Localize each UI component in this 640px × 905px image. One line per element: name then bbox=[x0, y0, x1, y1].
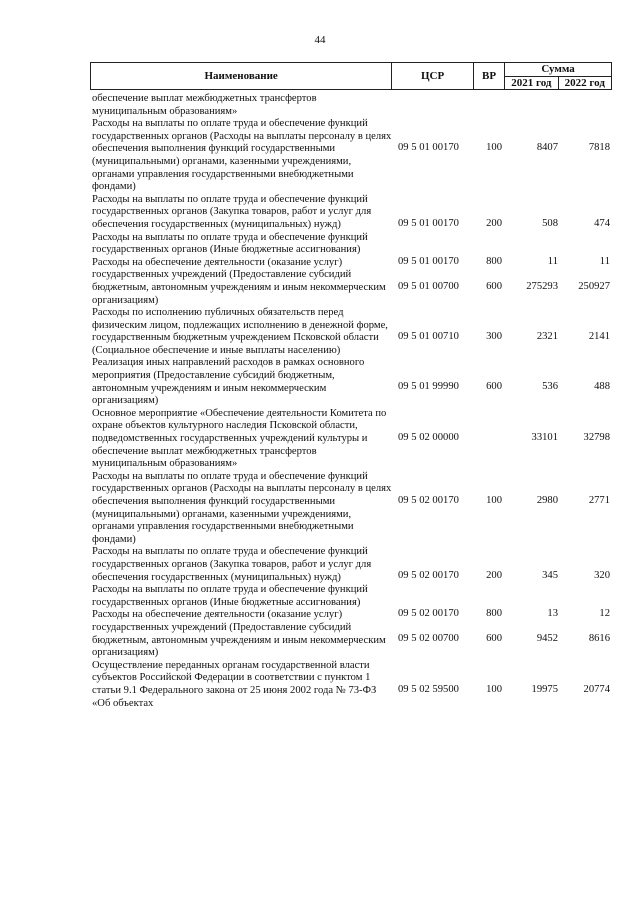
row-sum-2022: 250927 bbox=[578, 280, 610, 292]
row-csr: 09 5 01 00170 bbox=[398, 142, 459, 154]
row-vr: 100 bbox=[486, 494, 502, 506]
row-vr: 800 bbox=[486, 255, 502, 267]
table-row bbox=[92, 660, 612, 710]
row-name: Основное мероприятие «Обеспечение деятельности Комитета по охране объектов культурного наследия Псковской области, подведомственных государственных учреждений культуры и обеспечение выплат межбюджетных трансфертов муниципальным образованиям» bbox=[92, 407, 387, 470]
row-csr: 09 5 02 00700 bbox=[398, 633, 459, 645]
table-row bbox=[92, 257, 612, 307]
row-vr: 600 bbox=[486, 381, 502, 393]
row-csr: 09 5 01 00170 bbox=[398, 217, 459, 229]
row-csr: 09 5 01 00700 bbox=[398, 280, 459, 292]
row-vr: 800 bbox=[486, 608, 502, 620]
row-vr: 600 bbox=[486, 633, 502, 645]
row-sum-2022: 20774 bbox=[583, 683, 610, 695]
header-sum: Сумма bbox=[505, 63, 612, 77]
header-vr: ВР bbox=[473, 63, 504, 90]
row-vr: 100 bbox=[486, 142, 502, 154]
table-row bbox=[92, 471, 612, 547]
row-sum-2021: 13 bbox=[547, 608, 558, 620]
row-sum-2022: 11 bbox=[599, 255, 610, 267]
budget-rows bbox=[92, 93, 612, 710]
row-vr: 600 bbox=[486, 280, 502, 292]
row-csr: 09 5 02 00170 bbox=[398, 570, 459, 582]
row-csr: 09 5 01 99990 bbox=[398, 381, 459, 393]
row-csr: 09 5 01 00710 bbox=[398, 331, 459, 343]
row-name: Расходы на обеспечение деятельности (оказание услуг) государственных учреждений (Предоставление субсидий бюджетным, автономным учреждениям и иным некоммерческим организациям) bbox=[92, 256, 386, 306]
header-name: Наименование bbox=[91, 63, 392, 90]
row-name: Расходы на выплаты по оплате труда и обеспечение функций государственных органов (Расходы на выплаты персоналу в целях обеспечения выполнения функций государственными (муниципальными) органами, казенными учреждениями, органами управления государственными внебюджетными фондами) bbox=[92, 470, 392, 545]
row-vr: 200 bbox=[486, 217, 502, 229]
row-name: Расходы по исполнению публичных обязательств перед физическим лицом, подлежащих исполнению в денежной форме, государственным бюджетным учреждением Псковской области (Социальное обеспечение и иные выплаты населению) bbox=[92, 307, 388, 356]
row-sum-2021: 9452 bbox=[536, 633, 558, 645]
row-name: Расходы на обеспечение деятельности (оказание услуг) государственных учреждений (Предоставление субсидий бюджетным, автономным учреждениям и иным некоммерческим организациям) bbox=[92, 609, 386, 659]
row-name: Расходы на выплаты по оплате труда и обеспечение функций государственных органов (Закупка товаров, работ и услуг для обеспечения государственных (муниципальных) нужд) bbox=[92, 546, 372, 583]
row-sum-2021: 275293 bbox=[526, 280, 558, 292]
row-vr: 200 bbox=[486, 570, 502, 582]
row-sum-2021: 536 bbox=[542, 381, 558, 393]
row-name: Расходы на выплаты по оплате труда и обеспечение функций государственных органов (Иные бюджетные ассигнования) bbox=[92, 584, 368, 608]
table-row bbox=[92, 584, 612, 620]
row-sum-2022: 12 bbox=[599, 608, 610, 620]
header-csr: ЦСР bbox=[392, 63, 474, 90]
row-vr: 100 bbox=[486, 683, 502, 695]
table-row bbox=[92, 93, 612, 118]
table-row bbox=[92, 231, 612, 267]
table-row bbox=[92, 118, 612, 194]
table-row bbox=[92, 307, 612, 357]
row-csr: 09 5 02 59500 bbox=[398, 683, 459, 695]
row-sum-2021: 19975 bbox=[531, 683, 558, 695]
row-sum-2021: 508 bbox=[542, 217, 558, 229]
row-sum-2021: 2980 bbox=[536, 494, 558, 506]
row-sum-2022: 474 bbox=[594, 217, 610, 229]
row-name: Осуществление переданных органам государственной власти субъектов Российской Федерации в соответствии с пунктом 1 статьи 9.1 Федерального закона от 25 июня 2002 года № 73-ФЗ «Об объектах bbox=[92, 659, 377, 709]
row-sum-2022: 32798 bbox=[583, 431, 610, 443]
row-sum-2021: 33101 bbox=[531, 431, 558, 443]
row-sum-2021: 345 bbox=[542, 570, 558, 582]
row-csr: 09 5 01 00170 bbox=[398, 255, 459, 267]
table-row bbox=[92, 194, 612, 232]
row-csr: 09 5 02 00170 bbox=[398, 608, 459, 620]
row-name: Реализация иных направлений расходов в рамках основного мероприятия (Предоставление субсидий бюджетным, автономным учреждениям и иным некоммерческим организациям) bbox=[92, 357, 365, 407]
row-sum-2021: 8407 bbox=[536, 142, 558, 154]
table-header bbox=[90, 62, 612, 90]
row-vr: 300 bbox=[486, 331, 502, 343]
header-2022: 2022 год bbox=[558, 76, 611, 90]
row-sum-2022: 2141 bbox=[588, 331, 610, 343]
table-row bbox=[92, 357, 612, 407]
row-sum-2022: 488 bbox=[594, 381, 610, 393]
table-row bbox=[92, 609, 612, 659]
table-row bbox=[92, 408, 612, 471]
page-number: 44 bbox=[314, 34, 326, 46]
row-name: Расходы на выплаты по оплате труда и обеспечение функций государственных органов (Иные бюджетные ассигнования) bbox=[92, 231, 368, 256]
header-2021: 2021 год bbox=[505, 76, 558, 90]
row-name: Расходы на выплаты по оплате труда и обеспечение функций государственных органов (Закупка товаров, работ и услуг для обеспечения государственных (муниципальных) нужд) bbox=[92, 193, 372, 230]
row-sum-2021: 2321 bbox=[536, 331, 558, 343]
row-sum-2022: 2771 bbox=[588, 494, 610, 506]
row-sum-2021: 11 bbox=[547, 255, 558, 267]
row-sum-2022: 320 bbox=[594, 570, 610, 582]
row-csr: 09 5 02 00170 bbox=[398, 494, 459, 506]
row-name: Расходы на выплаты по оплате труда и обеспечение функций государственных органов (Расходы на выплаты персоналу в целях обеспечения выполнения функций государственными (муниципальными) органами, казенными учреждениями, органами управления государственными внебюджетными фондами) bbox=[92, 118, 392, 193]
row-csr: 09 5 02 00000 bbox=[398, 431, 459, 443]
row-sum-2022: 7818 bbox=[588, 142, 610, 154]
row-sum-2022: 8616 bbox=[588, 633, 610, 645]
table-row bbox=[92, 546, 612, 584]
row-name: обеспечение выплат межбюджетных трансфертов муниципальным образованиям» bbox=[92, 93, 317, 117]
